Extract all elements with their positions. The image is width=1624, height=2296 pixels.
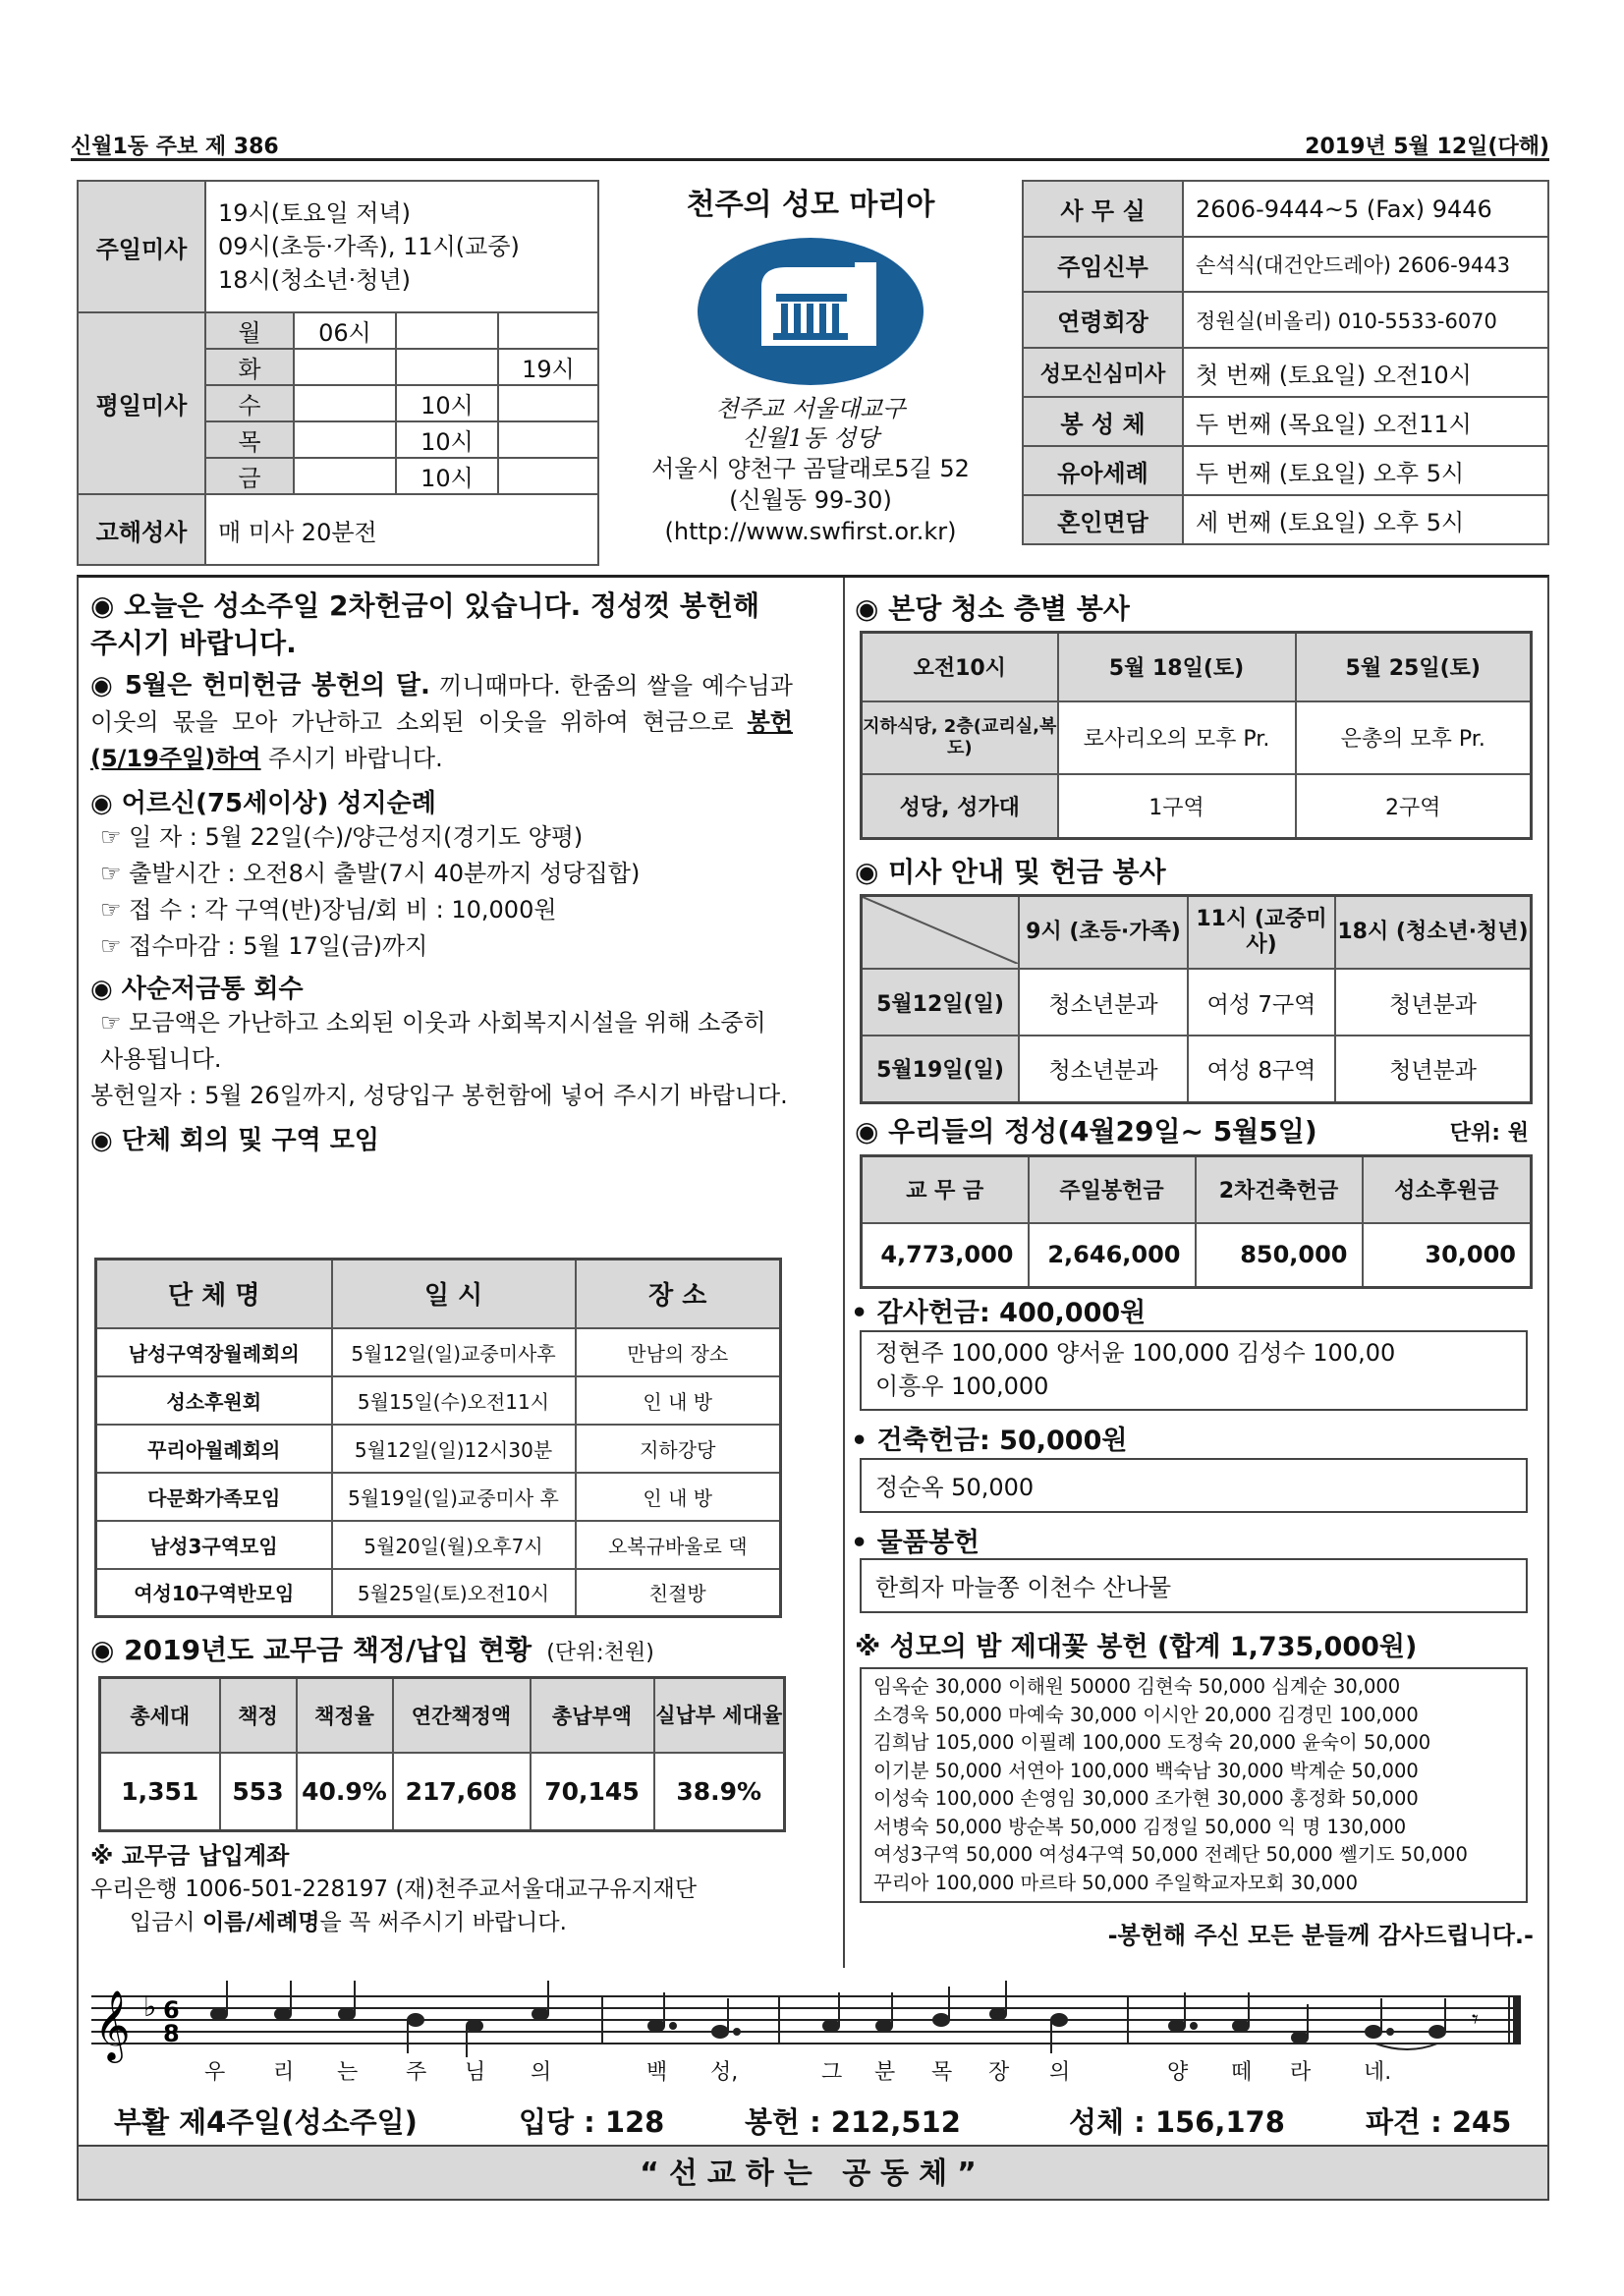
contact-label: 혼인면담	[1023, 495, 1183, 544]
confession-value: 매 미사 20분전	[205, 494, 598, 565]
flowers-line: 이기분 50,000 서연아 100,000 백숙남 30,000 박계순 50,000	[873, 1759, 1419, 1782]
dues-value: 1,351	[100, 1753, 220, 1831]
weekday-day: 월	[205, 312, 294, 349]
notice-vocation-sunday: ◉ 오늘은 성소주일 2차헌금이 있습니다. 정성껏 봉헌해 주시기 바랍니다.	[90, 589, 760, 659]
meeting-place: 인 내 방	[576, 1376, 781, 1425]
offering-header: 성소후원금	[1363, 1156, 1532, 1223]
offering-title-row	[855, 1110, 1542, 1149]
account-note	[90, 1906, 817, 1939]
flowers-line: 이성숙 100,000 손영임 30,000 조가현 30,000 홍정화 50,000	[873, 1787, 1419, 1810]
meeting-place: 인 내 방	[576, 1473, 781, 1521]
mass-guide-cell: 여성 7구역	[1188, 969, 1335, 1036]
notice-rice-bold: ◉ 5월은 헌미헌금 봉헌의 달.	[90, 671, 430, 700]
lyric-syllable: 분	[874, 2060, 896, 2085]
dues-header: 책정	[220, 1678, 297, 1753]
church-address-2: (신월동 99-30)	[729, 486, 892, 514]
lyric-syllable: 리	[273, 2060, 295, 2085]
cleaning-title: ◉ 본당 청소 층별 봉사	[855, 592, 1130, 625]
weekday-cell	[498, 458, 598, 494]
weekday-day: 금	[205, 458, 294, 494]
meeting-place: 오복규바울로 댁	[576, 1521, 781, 1569]
offering-header: 교 무 금	[862, 1156, 1029, 1223]
offering-header: 주일봉헌금	[1029, 1156, 1196, 1223]
flowers-line: 김희남 105,000 이필례 100,000 도정숙 20,000 윤숙이 50,000	[873, 1731, 1431, 1754]
sunday-time-1: 19시(토요일 저녁)	[218, 199, 411, 227]
pilgrimage-title: ◉ 어르신(75세이상) 성지순례	[90, 789, 436, 818]
meeting-name: 다문화가족모임	[96, 1473, 332, 1521]
sunday-mass-label: 주일미사	[78, 181, 205, 312]
logo-caption-2: 신월1동 성당	[742, 424, 879, 452]
mass-guide-header: 18시 (청소년·청년)	[1335, 896, 1532, 970]
treble-clef-icon: 𝄞	[94, 1988, 131, 2060]
dues-unit: (단위:천원)	[546, 1641, 654, 1665]
dues-value: 217,608	[393, 1753, 531, 1831]
time-sig-top: 6	[163, 1996, 180, 2024]
lyric-syllable: 라	[1290, 2060, 1312, 2085]
dues-header: 책정율	[297, 1678, 393, 1753]
meeting-name: 여성10구역반모임	[96, 1569, 332, 1617]
lyric-syllable: 님	[465, 2060, 486, 2085]
cleaning-header: 5월 18일(토)	[1058, 633, 1296, 701]
goods-offering-box: 한희자 마늘쫑 이천수 산나물	[860, 1558, 1528, 1613]
lent-box-line-2: 봉헌일자 : 5월 26일까지, 성당입구 봉헌함에 넣어 주시기 바랍니다.	[90, 1082, 788, 1109]
cleaning-group: 은총의 모후 Pr.	[1296, 701, 1532, 774]
hymn-entrance: 입당 : 128	[519, 2105, 665, 2139]
contact-value: 두 번째 (토요일) 오후 5시	[1183, 446, 1548, 495]
lyric-syllable: 장	[988, 2060, 1010, 2085]
cleaning-area: 지하식당, 2층(교리실,복도)	[862, 701, 1058, 774]
offering-value: 2,646,000	[1029, 1223, 1196, 1288]
lyric-syllable: 양	[1167, 2060, 1189, 2085]
meeting-time: 5월20일(월)오후7시	[332, 1521, 576, 1569]
lyric-syllable: 떼	[1231, 2060, 1253, 2085]
meeting-name: 꾸리아월례회의	[96, 1425, 332, 1473]
meetings-title: ◉ 단체 회의 및 구역 모임	[90, 1126, 379, 1155]
dues-header: 총세대	[100, 1678, 220, 1753]
flowers-line: 소경욱 50,000 마예숙 30,000 이시안 20,000 김경민 100,000	[873, 1703, 1419, 1726]
church-logo-icon	[693, 233, 928, 390]
lent-box-line-1: ☞ 모금액은 가난하고 소외된 이웃과 사회복지시설을 위해 소중히 사용됩니다.	[100, 1009, 766, 1073]
flowers-line: 꾸리아 100,000 마르타 50,000 주일학교자모회 30,000	[873, 1871, 1358, 1894]
offering-value: 850,000	[1196, 1223, 1363, 1288]
lyric-syllable: 성,	[710, 2060, 739, 2085]
contact-value: 첫 번째 (토요일) 오전10시	[1183, 348, 1548, 397]
meeting-place: 친절방	[576, 1569, 781, 1617]
weekday-cell: 06시	[294, 312, 396, 349]
flowers-box	[860, 1667, 1528, 1903]
sunday-mass-times	[205, 181, 598, 312]
flowers-line: 여성3구역 50,000 여성4구역 50,000 전례단 50,000 쎌기도 50,000	[873, 1843, 1468, 1866]
flowers-line: 임옥순 30,000 이해원 50000 김현숙 50,000 심계순 30,000	[873, 1675, 1401, 1698]
weekday-cell	[498, 385, 598, 421]
meeting-place: 지하강당	[576, 1425, 781, 1473]
page-header	[71, 128, 1549, 161]
time-sig-bottom: 8	[163, 2020, 180, 2047]
mass-guide-cell: 청소년분과	[1019, 969, 1188, 1036]
meeting-name: 남성구역장월례회의	[96, 1328, 332, 1376]
mass-guide-date: 5월19일(일)	[862, 1036, 1020, 1102]
church-address: 서울시 양천구 곰달래로5길 52	[651, 455, 970, 482]
building-offering-title: • 건축헌금: 50,000원	[851, 1426, 1128, 1456]
lyric-syllable: 우	[204, 2060, 226, 2085]
dues-header: 총납부액	[531, 1678, 654, 1753]
hymn-dismissal: 파견 : 245	[1366, 2105, 1512, 2139]
contact-label: 유아세례	[1023, 446, 1183, 495]
offering-header: 2차건축헌금	[1196, 1156, 1363, 1223]
pilgrimage-item: ☞ 일 자 : 5월 22일(수)/양근성지(경기도 양평)	[100, 823, 584, 851]
contact-value: 2606-9444~5 (Fax) 9446	[1183, 181, 1548, 237]
flat-sign-icon: ♭	[143, 1990, 157, 2023]
weekday-day: 화	[205, 349, 294, 385]
mass-guide-header: 9시 (초등·가족)	[1019, 896, 1188, 970]
notice-rice-end: 주시기 바랍니다.	[260, 745, 443, 772]
weekday-mass-label: 평일미사	[78, 312, 205, 494]
notice-rice-underline: 봉헌(5/19주일)하여	[90, 708, 793, 772]
meeting-time: 5월25일(토)오전10시	[332, 1569, 576, 1617]
lent-box-title: ◉ 사순저금통 회수	[90, 975, 304, 1004]
weekday-cell	[294, 349, 396, 385]
dues-title: ◉ 2019년도 교무금 책정/납입 현황	[90, 1634, 532, 1666]
thanks-offering-title: • 감사헌금: 400,000원	[851, 1298, 1147, 1328]
weekday-cell	[396, 312, 498, 349]
mass-guide-title: ◉ 미사 안내 및 헌금 봉사	[855, 856, 1166, 888]
weekday-cell	[294, 385, 396, 421]
lyric-syllable: 그	[821, 2060, 843, 2085]
bulletin-date: 2019년 5월 12일(다해)	[1305, 135, 1549, 159]
dues-value: 553	[220, 1753, 297, 1831]
dues-table	[98, 1676, 786, 1832]
dues-value: 38.9%	[654, 1753, 785, 1831]
dues-value: 70,145	[531, 1753, 654, 1831]
dues-header: 실납부 세대율	[654, 1678, 785, 1753]
lyric-syllable: 네.	[1364, 2060, 1392, 2085]
contact-value: 두 번째 (목요일) 오전11시	[1183, 397, 1548, 446]
meeting-time: 5월12일(일)12시30분	[332, 1425, 576, 1473]
weekday-cell: 10시	[396, 421, 498, 458]
contact-label: 사 무 실	[1023, 181, 1183, 237]
lyric-syllable: 백	[646, 2060, 668, 2085]
diagonal-line-icon	[863, 897, 1018, 964]
pilgrimage-item: ☞ 접수마감 : 5월 17일(금)까지	[100, 932, 428, 960]
diagonal-header-cell	[862, 896, 1020, 970]
bulletin-number: 신월1동 주보 제 386	[71, 135, 279, 159]
weekday-day: 목	[205, 421, 294, 458]
contact-label: 연령회장	[1023, 292, 1183, 348]
dues-header: 연간책정액	[393, 1678, 531, 1753]
meetings-header: 장 소	[576, 1260, 781, 1328]
offering-value: 4,773,000	[862, 1223, 1029, 1288]
flowers-title: ※ 성모의 밤 제대꽃 봉헌 (합계 1,735,000원)	[855, 1632, 1418, 1662]
contact-value: 손석식(대건안드레아) 2606-9443	[1183, 237, 1548, 292]
contact-label: 성모신심미사	[1023, 348, 1183, 397]
weekday-cell	[294, 458, 396, 494]
offering-unit: 단위: 원	[1449, 1121, 1529, 1146]
mass-guide-date: 5월12일(일)	[862, 969, 1020, 1036]
lyric-syllable: 목	[931, 2060, 953, 2085]
logo-caption-1: 천주교 서울대교구	[715, 395, 906, 422]
weekday-cell: 10시	[396, 385, 498, 421]
motto-bar: “선교하는 공동체”	[79, 2145, 1547, 2199]
sunday-name: 부활 제4주일(성소주일)	[114, 2105, 418, 2139]
church-website-link[interactable]: (http://www.swfirst.or.kr)	[664, 518, 957, 545]
thanks-offering-box	[860, 1330, 1528, 1411]
account-note-bold: 이름/세례명	[201, 1910, 320, 1935]
meeting-name: 성소후원회	[96, 1376, 332, 1425]
cleaning-header: 5월 25일(토)	[1296, 633, 1532, 701]
weekday-cell: 10시	[396, 458, 498, 494]
account-number: 우리은행 1006-501-228197 (재)천주교서울대교구유지재단	[90, 1876, 698, 1902]
hymn-communion: 성체 : 156,178	[1069, 2105, 1285, 2139]
meeting-name: 남성3구역모임	[96, 1521, 332, 1569]
cleaning-group: 로사리오의 모후 Pr.	[1058, 701, 1296, 774]
account-section	[90, 1839, 817, 1939]
gratitude-note: -봉헌해 주신 모든 분들께 감사드립니다.-	[1107, 1922, 1534, 1949]
mass-guide-cell: 청년분과	[1335, 969, 1532, 1036]
thanks-line: 이흥우 100,000	[875, 1372, 1049, 1400]
rest-icon: 𝄾	[1472, 2005, 1479, 2035]
account-title: ※ 교무금 납입계좌	[90, 1842, 290, 1870]
meeting-time: 5월15일(수)오전11시	[332, 1376, 576, 1425]
left-column	[90, 588, 793, 1156]
account-note-post: 을 꼭 써주시기 바랍니다.	[319, 1910, 567, 1935]
pilgrimage-item: ☞ 접 수 : 각 구역(반)장님/회 비 : 10,000원	[100, 896, 557, 924]
lyric-syllable: 의	[531, 2060, 552, 2085]
cleaning-header: 오전10시	[862, 633, 1058, 701]
contact-label: 봉 성 체	[1023, 397, 1183, 446]
meetings-header: 단 체 명	[96, 1260, 332, 1328]
sunday-time-2: 09시(초등·가족), 11시(교중)	[218, 233, 520, 260]
meetings-header: 일 시	[332, 1260, 576, 1328]
church-title: 천주의 성모 마리아	[686, 188, 935, 222]
contacts-table	[1022, 180, 1549, 545]
goods-offering-title: • 물품봉헌	[851, 1528, 980, 1558]
cleaning-table	[860, 631, 1533, 840]
mass-guide-cell: 청소년분과	[1019, 1036, 1188, 1102]
offering-value: 30,000	[1363, 1223, 1532, 1288]
contact-value: 세 번째 (토요일) 오후 5시	[1183, 495, 1548, 544]
building-offering-box: 정순옥 50,000	[860, 1458, 1528, 1513]
notice-rice-offering	[90, 668, 793, 777]
hymn-offering: 봉헌 : 212,512	[745, 2105, 961, 2139]
account-note-pre: 입금시	[130, 1910, 202, 1935]
weekday-cell	[498, 312, 598, 349]
lyrics-row	[86, 2055, 1540, 2089]
dues-title-row	[90, 1629, 798, 1668]
weekday-cell	[498, 421, 598, 458]
weekday-cell	[294, 421, 396, 458]
mass-guide-cell: 청년분과	[1335, 1036, 1532, 1102]
contact-value: 정원실(비올리) 010-5533-6070	[1183, 292, 1548, 348]
flowers-line: 서병숙 50,000 방순복 50,000 김정일 50,000 익 명 130,000	[873, 1815, 1407, 1838]
offering-title: ◉ 우리들의 정성(4월29일~ 5월5일)	[855, 1115, 1317, 1148]
cleaning-area: 성당, 성가대	[862, 774, 1058, 839]
meeting-place: 만남의 장소	[576, 1328, 781, 1376]
contact-label: 주임신부	[1023, 237, 1183, 292]
offering-table	[860, 1154, 1533, 1289]
sunday-time-3: 18시(청소년·청년)	[218, 266, 411, 294]
meeting-time: 5월19일(일)교중미사 후	[332, 1473, 576, 1521]
mass-guide-table	[860, 894, 1533, 1104]
cleaning-group: 1구역	[1058, 774, 1296, 839]
weekday-day: 수	[205, 385, 294, 421]
meeting-time: 5월12일(일)교중미사후	[332, 1328, 576, 1376]
thanks-line: 정현주 100,000 양서윤 100,000 김성수 100,00	[875, 1339, 1396, 1367]
notice-rice-text: 끼니때마다. 한줌의 쌀을 예수님과 이웃의 몫을 모아 가난하고 소외된 이웃을 위하여 현금으로	[90, 672, 793, 736]
mass-guide-header: 11시 (교중미사)	[1188, 896, 1335, 970]
lyric-syllable: 주	[406, 2060, 427, 2085]
lyric-syllable: 의	[1049, 2060, 1071, 2085]
hymn-numbers	[77, 2093, 1549, 2142]
dues-value: 40.9%	[297, 1753, 393, 1831]
column-divider	[843, 578, 845, 1968]
cleaning-group: 2구역	[1296, 774, 1532, 839]
mass-guide-cell: 여성 8구역	[1188, 1036, 1335, 1102]
church-info	[609, 180, 1012, 558]
lyric-syllable: 는	[337, 2060, 359, 2085]
pilgrimage-item: ☞ 출발시간 : 오전8시 출발(7시 40분까지 성당집합)	[100, 860, 641, 887]
weekday-cell: 19시	[498, 349, 598, 385]
confession-label: 고해성사	[78, 494, 205, 565]
meetings-table	[94, 1258, 782, 1618]
mass-schedule-table	[77, 180, 599, 566]
weekday-cell	[396, 349, 498, 385]
